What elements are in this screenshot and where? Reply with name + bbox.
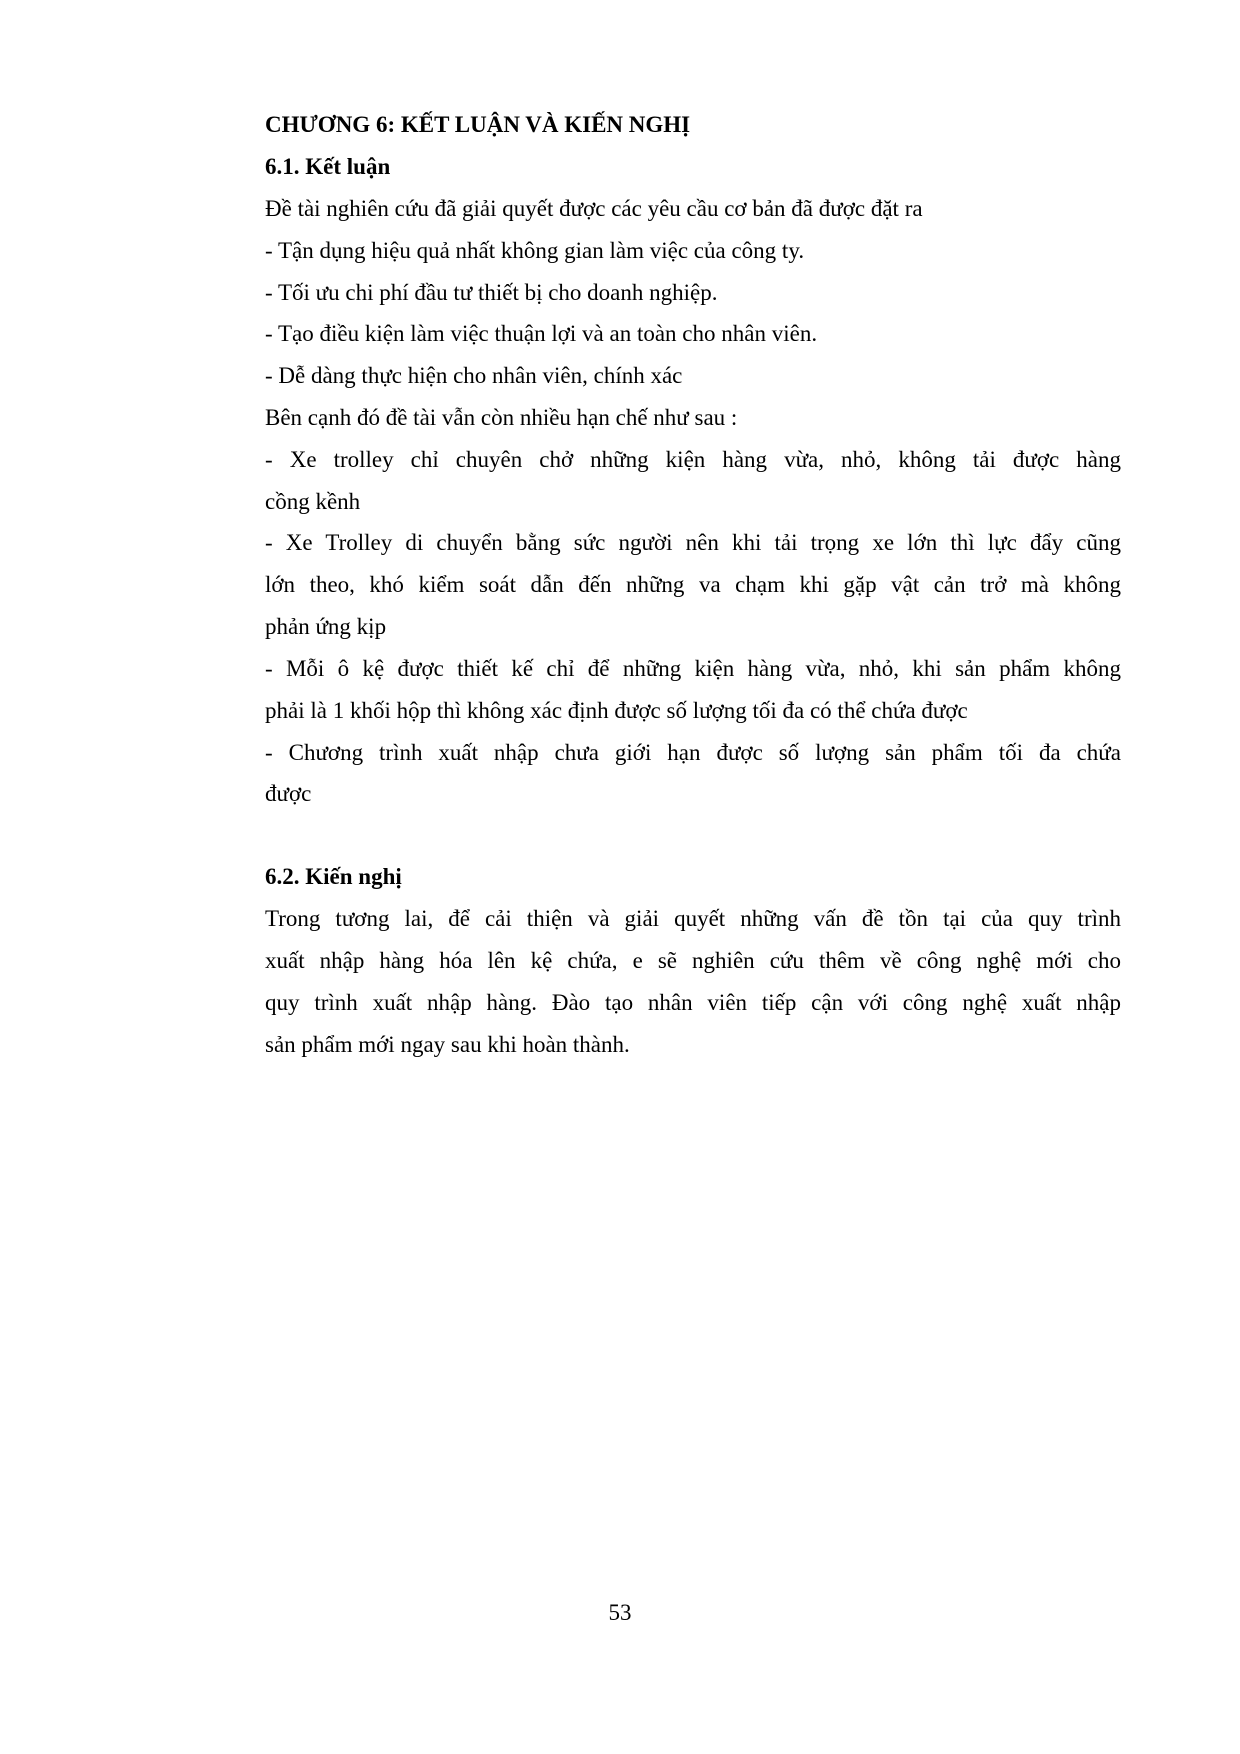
section-heading-conclusion: 6.1. Kết luận — [265, 154, 391, 179]
recommendation-line: quy trình xuất nhập hàng. Đào tạo nhân viên tiếp cận với công nghệ xuất nhập — [265, 990, 1121, 1015]
recommendation-line: xuất nhập hàng hóa lên kệ chứa, e sẽ nghiên cứu thêm về công nghệ mới cho — [265, 948, 1121, 973]
limitation-line: - Xe Trolley di chuyển bằng sức người nên khi tải trọng xe lớn thì lực đẩy cũng — [265, 530, 1121, 555]
recommendation-line: Trong tương lai, để cải thiện và giải quyết những vấn đề tồn tại của quy trình — [265, 906, 1121, 931]
recommendation-line: sản phẩm mới ngay sau khi hoàn thành. — [265, 1032, 630, 1057]
page-number: 53 — [608, 1600, 632, 1625]
achievement-item: - Tối ưu chi phí đầu tư thiết bị cho doanh nghiệp. — [265, 280, 718, 305]
section-heading-recommendation: 6.2. Kiến nghị — [265, 864, 402, 889]
limitation-line: - Chương trình xuất nhập chưa giới hạn được số lượng sản phẩm tối đa chứa — [265, 740, 1121, 765]
limitation-line: phản ứng kịp — [265, 614, 387, 639]
limitation-line: cồng kềnh — [265, 489, 361, 514]
limitation-line: được — [265, 781, 312, 806]
limitation-line: - Mỗi ô kệ được thiết kế chỉ để những kiện hàng vừa, nhỏ, khi sản phẩm không — [265, 656, 1121, 681]
conclusion-intro: Đề tài nghiên cứu đã giải quyết được các yêu cầu cơ bản đã được đặt ra — [265, 196, 923, 221]
achievement-item: - Dễ dàng thực hiện cho nhân viên, chính xác — [265, 363, 683, 388]
limitation-line: phải là 1 khối hộp thì không xác định được số lượng tối đa có thể chứa được — [265, 698, 968, 723]
chapter-title: CHƯƠNG 6: KẾT LUẬN VÀ KIẾN NGHỊ — [265, 112, 691, 137]
limitation-line: - Xe trolley chỉ chuyên chở những kiện hàng vừa, nhỏ, không tải được hàng — [265, 447, 1121, 472]
limitation-line: lớn theo, khó kiểm soát dẫn đến những va chạm khi gặp vật cản trở mà không — [265, 572, 1121, 597]
limitations-intro: Bên cạnh đó đề tài vẫn còn nhiều hạn chế như sau : — [265, 405, 738, 430]
achievement-item: - Tận dụng hiệu quả nhất không gian làm việc của công ty. — [265, 238, 805, 263]
achievement-item: - Tạo điều kiện làm việc thuận lợi và an toàn cho nhân viên. — [265, 321, 818, 346]
